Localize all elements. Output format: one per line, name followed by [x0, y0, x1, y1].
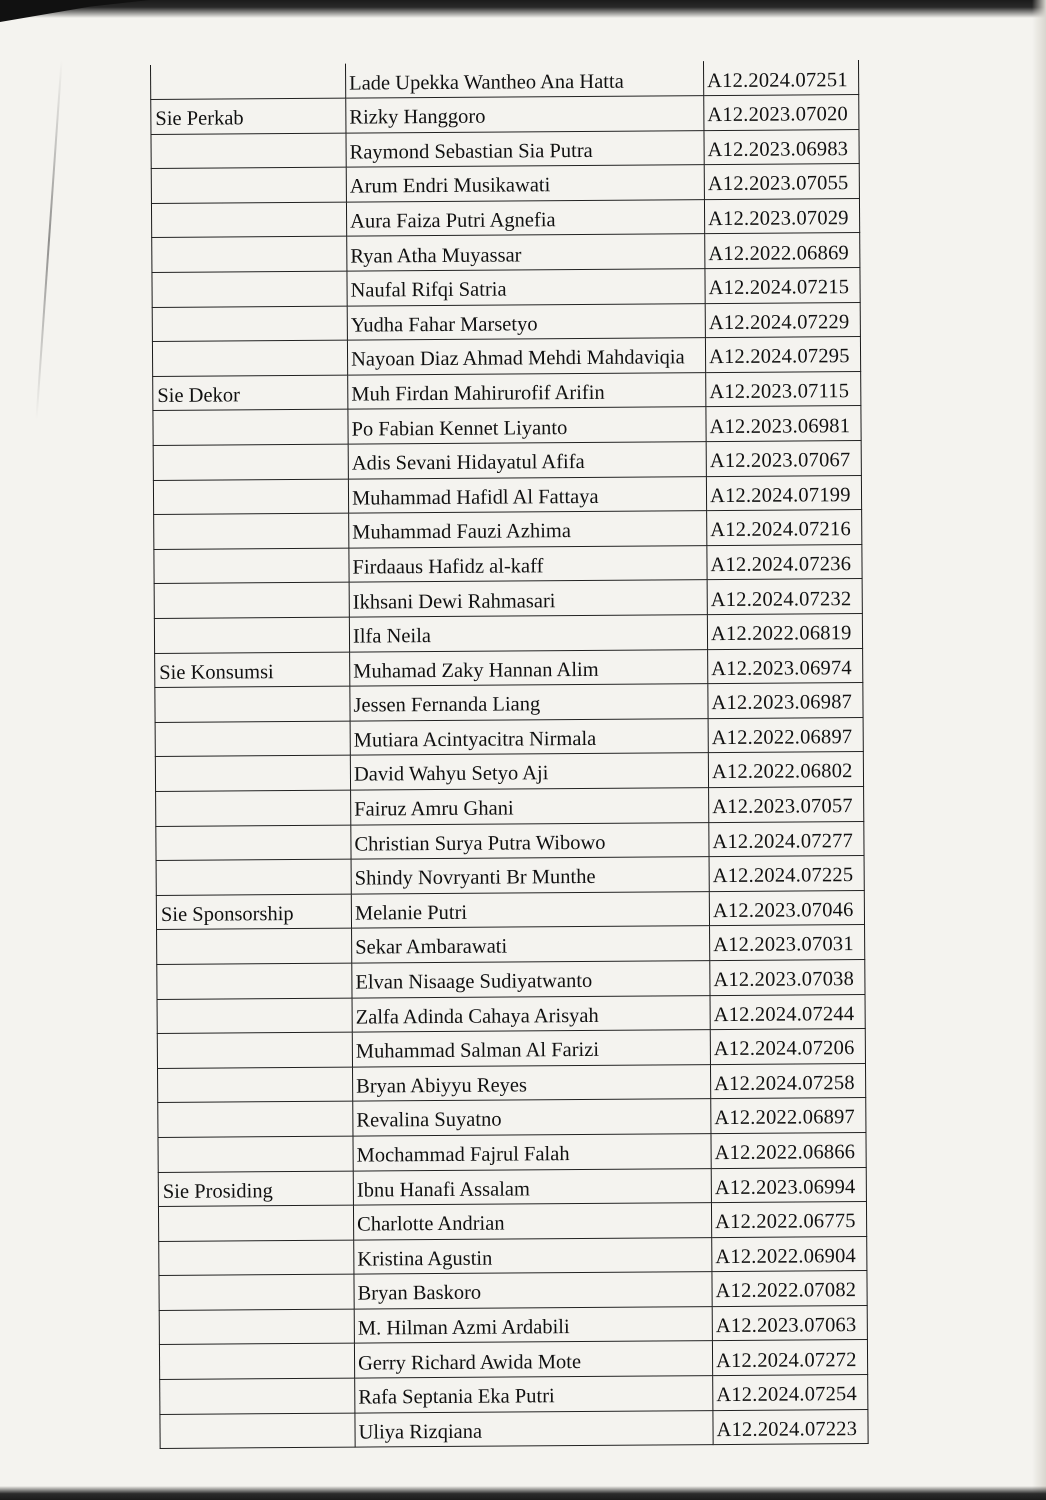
section-cell — [154, 583, 349, 619]
member-name-cell: Ibnu Hanafi Assalam — [353, 1168, 711, 1205]
student-id-cell: A12.2024.07277 — [709, 821, 864, 857]
section-cell — [153, 479, 348, 515]
member-name-cell: Charlotte Andrian — [353, 1203, 711, 1240]
section-cell — [152, 237, 347, 273]
table-row — [158, 1202, 866, 1242]
student-id-cell: A12.2024.07216 — [707, 510, 862, 546]
member-name-cell: Aura Faiza Putri Agnefia — [346, 200, 704, 237]
member-name-cell: Muhamad Zaky Hannan Alim — [350, 649, 708, 686]
section-cell — [151, 202, 346, 238]
student-id-cell: A12.2022.06904 — [712, 1236, 867, 1272]
section-cell — [159, 1344, 354, 1380]
student-id-cell: A12.2024.07272 — [712, 1340, 867, 1376]
table-row — [159, 1271, 867, 1311]
member-name-cell: Mutiara Acintyacitra Nirmala — [350, 718, 708, 755]
student-id-cell: A12.2023.06974 — [708, 648, 863, 684]
student-id-cell: A12.2022.06869 — [705, 233, 860, 269]
table-row — [154, 579, 862, 619]
page-bottom-shadow — [0, 1486, 1046, 1500]
student-id-cell: A12.2022.06897 — [708, 717, 863, 753]
member-name-cell: Muh Firdan Mahirurofif Arifin — [348, 372, 706, 409]
section-cell — [158, 1136, 353, 1172]
table-row — [155, 683, 863, 723]
section-cell — [155, 686, 350, 722]
section-cell — [154, 513, 349, 549]
table-row — [159, 1236, 867, 1276]
table-row — [155, 717, 863, 757]
table-body — [150, 60, 868, 1449]
member-name-cell: Muhammad Salman Al Farizi — [352, 1030, 710, 1067]
table-row — [151, 198, 859, 238]
member-name-cell: Mochammad Fajrul Falah — [353, 1134, 711, 1171]
student-id-cell: A12.2023.06987 — [708, 683, 863, 719]
table-row — [152, 337, 860, 377]
table-row — [150, 60, 858, 100]
table-row — [151, 164, 859, 204]
section-cell — [153, 410, 348, 446]
page-right-shadow — [1032, 0, 1046, 1500]
table-row — [157, 1029, 865, 1069]
table-row — [159, 1340, 867, 1380]
member-name-cell: Christian Surya Putra Wibowo — [351, 822, 709, 859]
section-cell: Sie Konsumsi — [155, 652, 350, 688]
section-cell: Sie Dekor — [153, 375, 348, 411]
student-id-cell: A12.2024.07295 — [705, 337, 860, 373]
member-name-cell: Rafa Septania Eka Putri — [355, 1376, 713, 1413]
member-name-cell: Sekar Ambarawati — [352, 926, 710, 963]
section-cell — [151, 167, 346, 203]
section-cell — [152, 306, 347, 342]
student-id-cell: A12.2023.06981 — [706, 406, 861, 442]
student-id-cell: A12.2023.07067 — [706, 441, 861, 477]
student-id-cell: A12.2024.07199 — [706, 475, 861, 511]
section-cell — [158, 1101, 353, 1137]
table-row — [153, 441, 861, 481]
member-name-cell: Arum Endri Musikawati — [346, 165, 704, 202]
student-id-cell: A12.2023.06983 — [704, 129, 859, 165]
section-cell — [151, 133, 346, 169]
section-cell — [154, 617, 349, 653]
section-cell — [150, 64, 345, 100]
student-id-cell: A12.2024.07244 — [710, 994, 865, 1030]
table-row — [152, 302, 860, 342]
student-id-cell: A12.2023.07029 — [704, 198, 859, 234]
section-cell — [160, 1378, 355, 1414]
table-row — [153, 406, 861, 446]
table-row — [157, 925, 865, 965]
section-cell — [157, 1032, 352, 1068]
member-name-cell: Zalfa Adinda Cahaya Arisyah — [352, 995, 710, 1032]
table-row — [154, 614, 862, 654]
section-cell — [155, 721, 350, 757]
table-row — [158, 1063, 866, 1103]
section-cell — [160, 1413, 355, 1449]
member-name-cell: Fairuz Amru Ghani — [351, 788, 709, 825]
student-id-cell: A12.2022.06802 — [708, 752, 863, 788]
section-cell — [157, 963, 352, 999]
member-name-cell: Naufal Rifqi Satria — [347, 269, 705, 306]
student-id-cell: A12.2023.07057 — [709, 787, 864, 823]
student-id-cell: A12.2024.07254 — [713, 1375, 868, 1411]
committee-member-table — [150, 60, 869, 1449]
member-name-cell: Revalina Suyatno — [353, 1099, 711, 1136]
table-row — [152, 268, 860, 308]
section-cell — [154, 548, 349, 584]
member-name-cell: Uliya Rizqiana — [355, 1410, 713, 1447]
section-cell — [158, 1067, 353, 1103]
table-row — [156, 890, 864, 930]
member-name-cell: Raymond Sebastian Sia Putra — [346, 130, 704, 167]
student-id-cell: A12.2024.07232 — [707, 579, 862, 615]
student-id-cell: A12.2023.07046 — [709, 890, 864, 926]
student-id-cell: A12.2023.07115 — [706, 371, 861, 407]
section-cell: Sie Sponsorship — [156, 894, 351, 930]
section-cell: Sie Prosiding — [158, 1171, 353, 1207]
section-cell — [152, 340, 347, 376]
table-row — [159, 1305, 867, 1345]
student-id-cell: A12.2022.06819 — [707, 614, 862, 650]
member-name-cell: Gerry Richard Awida Mote — [354, 1341, 712, 1378]
table-row — [153, 371, 861, 411]
student-id-cell: A12.2024.07215 — [705, 268, 860, 304]
table-row — [155, 648, 863, 688]
section-cell — [155, 755, 350, 791]
section-cell — [157, 998, 352, 1034]
section-cell — [156, 790, 351, 826]
section-cell: Sie Perkab — [151, 98, 346, 134]
page-top-shadow — [0, 0, 1046, 18]
section-cell — [156, 859, 351, 895]
table-row — [160, 1409, 868, 1449]
student-id-cell: A12.2022.06866 — [711, 1132, 866, 1168]
member-name-cell: Bryan Abiyyu Reyes — [352, 1064, 710, 1101]
table-row — [157, 994, 865, 1034]
student-id-cell: A12.2023.07063 — [712, 1305, 867, 1341]
student-id-cell: A12.2023.07038 — [710, 959, 865, 995]
member-name-cell: Bryan Baskoro — [354, 1272, 712, 1309]
member-name-cell: Elvan Nisaage Sudiyatwanto — [352, 961, 710, 998]
table-row — [157, 959, 865, 999]
student-id-cell: A12.2024.07236 — [707, 544, 862, 580]
student-id-cell: A12.2022.06775 — [711, 1202, 866, 1238]
member-name-cell: Ryan Atha Muyassar — [347, 234, 705, 271]
member-name-cell: Muhammad Hafidl Al Fattaya — [348, 476, 706, 513]
member-name-cell: Firdaaus Hafidz al-kaff — [349, 545, 707, 582]
student-id-cell: A12.2022.06897 — [711, 1098, 866, 1134]
member-name-cell: Shindy Novryanti Br Munthe — [351, 857, 709, 894]
student-id-cell: A12.2023.07055 — [704, 164, 859, 200]
table-row — [153, 475, 861, 515]
student-id-cell: A12.2022.07082 — [712, 1271, 867, 1307]
student-id-cell: A12.2023.06994 — [711, 1167, 866, 1203]
student-id-cell: A12.2024.07258 — [710, 1063, 865, 1099]
table-row — [156, 856, 864, 896]
student-id-cell: A12.2023.07031 — [710, 925, 865, 961]
table-row — [154, 510, 862, 550]
member-name-cell: Yudha Fahar Marsetyo — [347, 303, 705, 340]
section-cell — [152, 271, 347, 307]
member-name-cell: David Wahyu Setyo Aji — [350, 753, 708, 790]
table-row — [158, 1098, 866, 1138]
table-row — [160, 1375, 868, 1415]
member-name-cell: Ilfa Neila — [349, 615, 707, 652]
member-name-cell: Melanie Putri — [351, 891, 709, 928]
member-name-cell: Kristina Agustin — [354, 1237, 712, 1274]
paper-crease — [35, 60, 62, 419]
member-name-cell: Lade Upekka Wantheo Ana Hatta — [345, 61, 703, 98]
table-row — [151, 95, 859, 135]
section-cell — [156, 825, 351, 861]
section-cell — [159, 1240, 354, 1276]
student-id-cell: A12.2024.07251 — [703, 60, 858, 96]
member-name-cell: Rizky Hanggoro — [346, 96, 704, 133]
student-id-cell: A12.2024.07229 — [705, 302, 860, 338]
table-row — [151, 129, 859, 169]
table-row — [152, 233, 860, 273]
member-name-cell: Jessen Fernanda Liang — [350, 684, 708, 721]
student-id-cell: A12.2024.07206 — [710, 1029, 865, 1065]
student-id-cell: A12.2023.07020 — [704, 95, 859, 131]
section-cell — [159, 1309, 354, 1345]
table-row — [156, 787, 864, 827]
table-row — [158, 1132, 866, 1172]
section-cell — [157, 928, 352, 964]
section-cell — [158, 1205, 353, 1241]
committee-table-container — [150, 60, 868, 1449]
section-cell — [153, 444, 348, 480]
student-id-cell: A12.2024.07225 — [709, 856, 864, 892]
member-name-cell: Po Fabian Kennet Liyanto — [348, 407, 706, 444]
table-row — [155, 752, 863, 792]
student-id-cell: A12.2024.07223 — [713, 1409, 868, 1445]
table-row — [156, 821, 864, 861]
member-name-cell: Nayoan Diaz Ahmad Mehdi Mahdaviqia — [347, 338, 705, 375]
member-name-cell: Ikhsani Dewi Rahmasari — [349, 580, 707, 617]
member-name-cell: Adis Sevani Hidayatul Afifa — [348, 442, 706, 479]
member-name-cell: Muhammad Fauzi Azhima — [349, 511, 707, 548]
table-row — [154, 544, 862, 584]
table-row — [158, 1167, 866, 1207]
section-cell — [159, 1274, 354, 1310]
member-name-cell: M. Hilman Azmi Ardabili — [354, 1306, 712, 1343]
